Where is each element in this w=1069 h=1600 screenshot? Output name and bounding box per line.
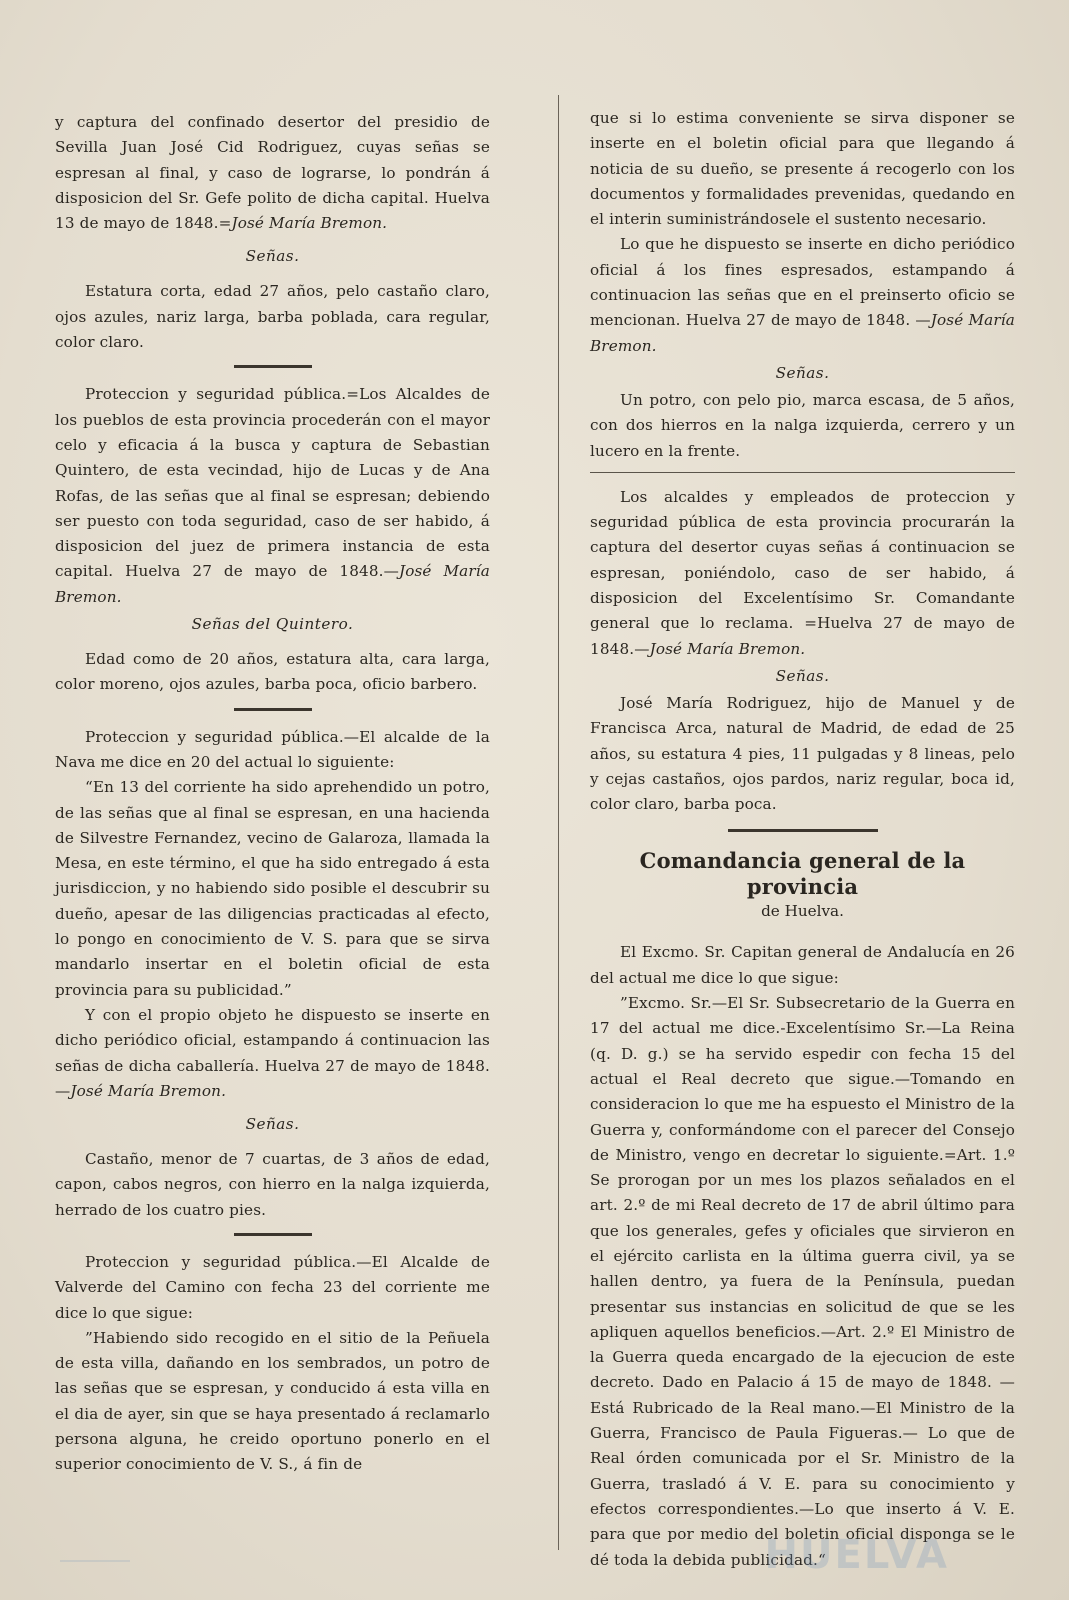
senas-heading: Señas. [775,666,830,685]
senas-heading: Señas. [245,1115,300,1134]
senas-text: Edad como de 20 años, estatura alta, cara larga, color moreno, ojos azules, barba poca, oficio barbero. [55,650,490,694]
quoted-letter: ”Habiendo sido recogido en el sitio de la Peñuela de esta villa, dañando en los sembrados, un potro de las señas que se espresan, y conducido á esta villa en el dia de ayer, sin que se haya presentado á reclamarlo persona alguna, he creido oportuno ponerlo en el superior conocimiento de V. S., á fin de [55,1328,490,1474]
notice-desertor-rodriguez [590,485,1015,818]
signature: José María Bremon. [649,639,806,658]
signature: José María Bremon. [70,1081,227,1100]
watermark-logo: HUELVA [764,1532,949,1578]
right-column [590,106,1015,1573]
senas-heading: Señas del Quintero. [191,615,354,634]
section-subtitle: de Huelva. [761,902,844,921]
separator-line [590,472,1015,473]
watermark-line [60,1560,130,1562]
section-title: Comandancia general de la provincia [639,848,966,900]
quoted-letter: “En 13 del corriente ha sido aprehendido un potro, de las señas que al final se espresan, en una hacienda de Silvestre Fernandez, vecino de Galaroza, llamada la Mesa, en este término, el que ha sido entregado á esta jurisdiccion, y no habiendo sido posible el descubrir su dueño, apesar de las diligencias practicadas al efecto, lo pongo en conocimiento de V. S. para que se sirva mandarlo insertar en el boletin oficial de esta provincia para su publicidad.” [55,778,490,999]
signature: José María Bremon. [590,311,1015,355]
separator-rule [728,829,878,832]
notice-text: Los alcaldes y empleados de proteccion y seguridad pública de esta provincia procurarán la captura del desertor cuyas señas á continuacion se espresan, poniéndolo, caso de ser habido, á disposicion del Excelentísimo Sr. Comandante general que lo reclama. =Huelva 27 de mayo de 1848.— [590,487,1015,658]
left-column [55,110,490,1478]
signature: José María Bremon. [55,562,490,606]
notice-capitan-general [590,940,1015,1572]
signature: José María Bremon. [231,214,388,233]
notice-nava-potro [55,725,490,1223]
notice-text: Proteccion y seguridad pública.—El alcalde de la Nava me dice en 20 del actual lo siguiente: [55,727,490,771]
column-divider [558,95,559,1550]
notice-text: que si lo estima conveniente se sirva disponer se inserte en el boletin oficial para que llegando á noticia de su dueño, se presente á recogerlo con los documentos y formalidades prevenidas, quedando en el interin suministrándosele el sustento necesario. [590,109,1015,229]
senas-text: Estatura corta, edad 27 años, pelo castaño claro, ojos azules, nariz larga, barba poblada, cara regular, color claro. [55,282,490,352]
notice-text: Lo que he dispuesto se inserte en dicho periódico oficial á los fines espresados, estampando á continuacion las señas que en el preinserto oficio se mencionan. Huelva 27 de mayo de 1848. — [590,235,1015,330]
senas-heading: Señas. [775,363,830,382]
separator-rule [234,365,312,368]
notice-text: Proteccion y seguridad pública.—El Alcalde de Valverde del Camino con fecha 23 del corriente me dice lo que sigue: [55,1252,490,1322]
notice-text: Proteccion y seguridad pública.=Los Alcaldes de los pueblos de esta provincia procederán con el mayor celo y eficacia á la busca y captura de Sebastian Quintero, de esta vecindad, hijo de Lucas y de Ana Rofas, de las señas que al final se espresan; debiendo ser puesto con toda seguridad, caso de ser habido, á disposicion del juez de primera instancia de esta capital. Huelva 27 de mayo de 1848.— [55,385,490,581]
notice-text: El Excmo. Sr. Capitan general de Andalucía en 26 del actual me dice lo que sigue: [590,943,1015,987]
quoted-decree: ”Excmo. Sr.—El Sr. Subsecretario de la Guerra en 17 del actual me dice.-Excelentísimo Sr.—La Reina (q. D. g.) se ha servido espedir con fecha 15 del actual el Real decreto que sigue.—Tomando en consideracion lo que me ha espuesto el Ministro de la Guerra y, conformándome con el parecer del Consejo de Ministro, vengo en decretar lo siguiente.=Art. 1.º Se prorogan por un mes los plazos señalados en el art. 2.º de mi Real decreto de 17 de abril último para que los generales, gefes y oficiales que sirvieron en el ejército carlista en la última guerra civil, ya se hallen dentro, ya fuera de la Península, puedan presentar sus instancias en solicitud de que se les apliquen aquellos beneficios.—Art. 2.º El Ministro de la Guerra queda encargado de la ejecucion de este decreto. Dado en Palacio á 15 de mayo de 1848. —Está Rubricado de la Real mano.—El Ministro de la Guerra, Francisco de Paula Figueras.— Lo que de Real órden comunicada por el Sr. Ministro de la Guerra, trasladó á V. E. para su conocimiento y efectos correspondientes.—Lo que inserto á V. E. para que por medio del boletin oficial disponga se le dé toda la debida publicidad.“ [590,994,1015,1569]
separator-rule [234,1233,312,1236]
senas-text: Castaño, menor de 7 cuartas, de 3 años de edad, capon, cabos negros, con hierro en la nalga izquierda, herrado de los cuatro pies. [55,1150,490,1219]
notice-text: y captura del confinado desertor del presidio de Sevilla Juan José Cid Rodriguez, cuyas señas se espresan al final, y caso de lograrse, lo pondrán á disposicion del Sr. Gefe polito de dicha capital. Huelva 13 de mayo de 1848.= [55,113,490,233]
notice-quintero [55,382,490,697]
senas-text: Un potro, con pelo pio, marca escasa, de 5 años, con dos hierros en la nalga izquierda, cerrero y un lucero en la frente. [590,390,1015,460]
notice-text: Y con el propio objeto he dispuesto se inserte en dicho periódico oficial, estampando á continuacion las señas de dicha caballería. Huelva 27 de mayo de 1848.— [55,1005,490,1100]
senas-heading: Señas. [245,247,300,266]
notice-valverde-cont [590,106,1015,464]
notice-valverde [55,1250,490,1478]
notice-cid-rodriguez [55,110,490,355]
senas-text: José María Rodriguez, hijo de Manuel y de Francisca Arca, natural de Madrid, de edad de 25 años, su estatura 4 pies, 11 pulgadas y 8 lineas, pelo y cejas castaños, ojos pardos, nariz regular, boca id, color claro, barba poca. [590,693,1015,814]
separator-rule [234,708,312,711]
